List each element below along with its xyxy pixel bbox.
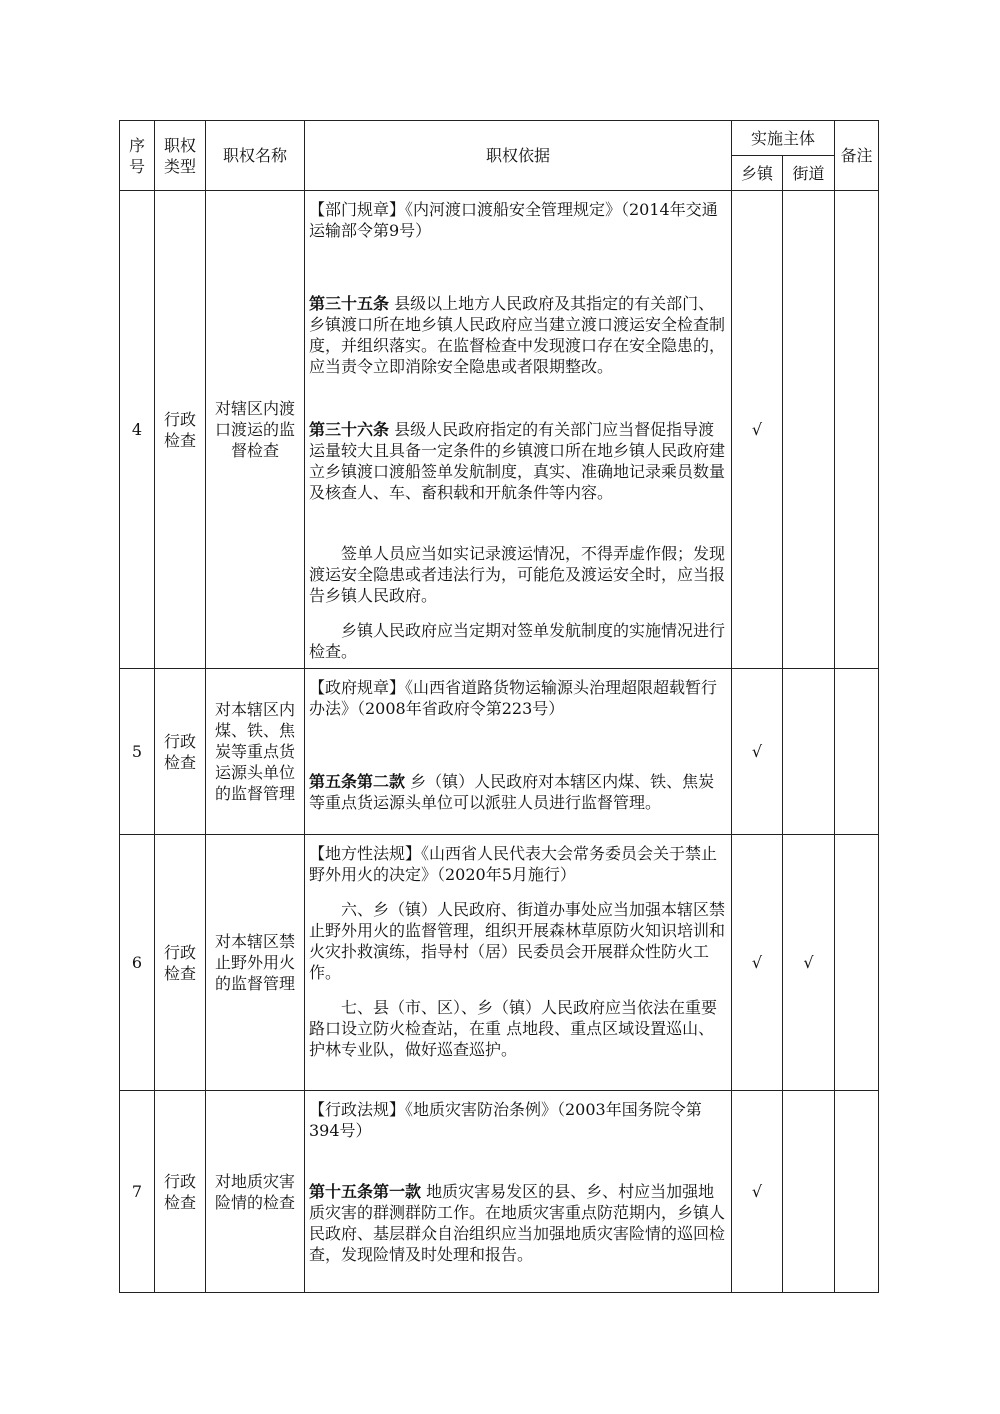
basis-article [309,1181,727,1265]
township-check: √ [732,1091,783,1293]
township-check: √ [732,669,783,835]
row-type: 行政检查 [155,669,206,835]
article-text: 乡（镇）人民政府对本辖区内煤、铁、焦炭等重点货运源头单位可以派驻人员进行监督管理。 [309,772,715,812]
row-seq: 6 [120,835,155,1091]
row-basis [305,1091,732,1293]
basis-article [309,419,727,503]
basis-source: 【政府规章】《山西省道路货物运输源头治理超限超载暂行办法》（2008年省政府令第223号） [309,678,718,718]
article-head: 第三十六条 [309,420,390,439]
header-township: 乡镇 [732,156,783,191]
township-check: √ [732,191,783,669]
basis-paragraph: 签单人员应当如实记录渡运情况，不得弄虚作假；发现渡运安全隐患或者违法行为，可能危及渡运安全时，应当报告乡镇人民政府。 [309,544,726,605]
street-check [783,1091,835,1293]
row-seq: 4 [120,191,155,669]
authority-table [119,120,879,1293]
article-text: 地质灾害易发区的县、乡、村应当加强地质灾害的群测群防工作。在地质灾害重点防范期内，乡镇人民政府、基层群众自治组织应当加强地质灾害险情的巡回检查，发现险情及时处理和报告。 [309,1182,726,1264]
table-row [120,191,879,669]
row-seq: 5 [120,669,155,835]
basis-paragraph: 六、乡（镇）人民政府、街道办事处应当加强本辖区禁止野外用火的监督管理，组织开展森林草原防火知识培训和火灾扑救演练，指导村（居）民委员会开展群众性防火工作。 [309,900,726,982]
article-head: 第三十五条 [309,294,390,313]
row-name: 对本辖区禁止野外用火的监督管理 [206,835,305,1091]
basis-source: 【行政法规】《地质灾害防治条例》（2003年国务院令第394号） [309,1100,702,1140]
row-name: 对本辖区内煤、铁、焦炭等重点货运源头单位的监督管理 [206,669,305,835]
street-check [783,669,835,835]
row-basis [305,835,732,1091]
row-basis [305,191,732,669]
basis-paragraph: 七、县（市、区）、乡（镇）人民政府应当依法在重要路口设立防火检查站，在重 点地段、重点区域设置巡山、护林专业队，做好巡查巡护。 [309,998,718,1059]
header-street: 街道 [783,156,835,191]
header-type: 职权类型 [155,121,206,191]
header-basis: 职权依据 [305,121,732,191]
article-text: 县级以上地方人民政府及其指定的有关部门、乡镇渡口所在地乡镇人民政府应当建立渡口渡运安全检查制度，并组织落实。在监督检查中发现渡口存在安全隐患的，应当责令立即消除安全隐患或者限期整改。 [309,294,726,376]
article-head: 第五条第二款 [309,772,406,791]
row-remark [835,191,879,669]
table-row [120,669,879,835]
row-type: 行政检查 [155,191,206,669]
township-check: √ [732,835,783,1091]
table-row [120,1091,879,1293]
row-name: 对地质灾害险情的检查 [206,1091,305,1293]
header-subject: 实施主体 [732,121,835,156]
street-check: √ [783,835,835,1091]
basis-paragraph: 乡镇人民政府应当定期对签单发航制度的实施情况进行检查。 [309,621,726,661]
basis-article [309,293,727,377]
row-basis [305,669,732,835]
header-remark: 备注 [835,121,879,191]
row-remark [835,669,879,835]
row-seq: 7 [120,1091,155,1293]
article-head: 第十五条第一款 [309,1182,422,1201]
row-name: 对辖区内渡口渡运的监督检查 [206,191,305,669]
row-type: 行政检查 [155,1091,206,1293]
header-seq: 序号 [120,121,155,191]
basis-source: 【地方性法规】《山西省人民代表大会常务委员会关于禁止野外用火的决定》（2020年5月施行） [309,844,718,884]
header-name: 职权名称 [206,121,305,191]
basis-source: 【部门规章】《内河渡口渡船安全管理规定》（2014年交通运输部令第9号） [309,200,718,240]
article-text: 县级人民政府指定的有关部门应当督促指导渡运量较大且具备一定条件的乡镇渡口所在地乡镇人民政府建立乡镇渡口渡船签单发航制度，真实、准确地记录乘员数量及核查人、车、畜积载和开航条件等内容。 [309,420,726,502]
row-remark [835,835,879,1091]
row-remark [835,1091,879,1293]
row-type: 行政检查 [155,835,206,1091]
table-row [120,835,879,1091]
street-check [783,191,835,669]
basis-article [309,771,727,813]
